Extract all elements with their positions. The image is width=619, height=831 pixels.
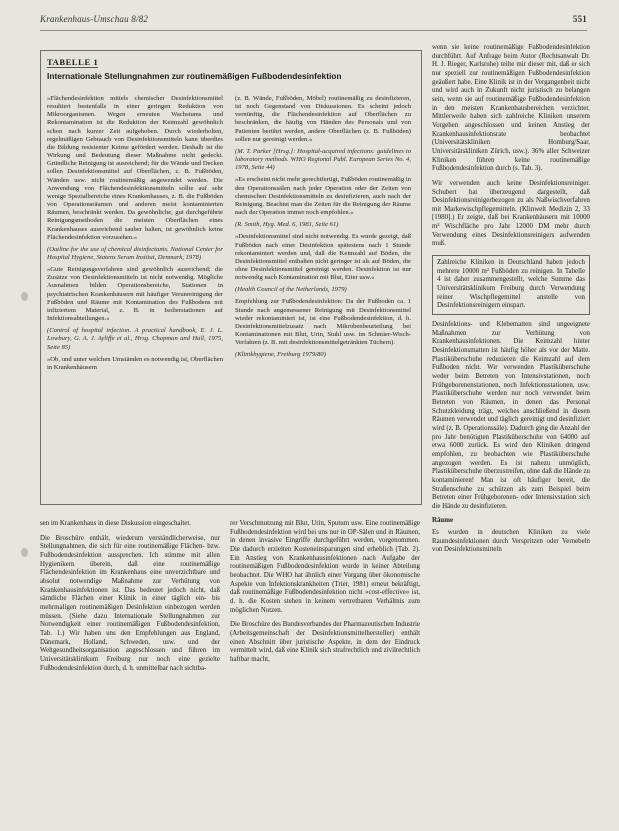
- body-paragraph: Wir verwenden auch keine Desinfektionsreiniger. Schubert hat überzeugend dargestellt, daß Desinfektionsreinigerbezogen zu als Naßwischverfahren mit Markewischpflegemitteln. (Klinwelt Medizin 2, 33 [1980].) Er zeigte, daß bei Krankenhäusern mit 10000 m² Wischfläche pro Jahr 12000 DM mehr durch Verwendung eines Desinfektionsreinigers aufwenden muß.: [432, 179, 590, 248]
- body-paragraph: Desinfektions- und Klebematten sind ungeeignete Maßnahmen zur Verhütung von Krankenhausinfektionen. Die Keimzahl hinter Desinfektionsmatten ist häufig höher als vor der Matte. Plastiküberschuhe reduzieren die Keimzahl auf dem Fußboden nicht. Wir verwenden Plastiküberschuhe weder beim Betreten von Intensivstationen, noch Frühgeborenenstationen, noch Infektionsstationen, usw. Plastiküberschuhe werden nur noch verwendet beim Betreten von Räumen, in denen das Personal Schutzkleidung trägt, welches anschließend in diesen Räumen verwendet und täglich gereinigt und desinfiziert wird (z. B. Operationssäle). Dadurch ging die Anzahl der pro Jahr benötigten Plastiküberschuhe von 64000 auf etwa 6000 zurück. Es wird den Kliniken dringend empfohlen, zu beobachten wie Plastiküberschuhe angezogen werden. Es ist nahezu unmöglich, Plastiküberschuhe überzustreifen, ohne daß die Hände zu kontaminieren! Man ist oft häufiger bereit, die Straßenschuhe zu schützen als zum Beispiel beim Betreten einer Frühgeborenen- oder Intensivstation sich die Hände zu desinfizieren.: [432, 321, 590, 510]
- journal-header: Krankenhaus-Umschau 8/82: [40, 14, 149, 24]
- boxed-paragraph-text: Zahlreiche Kliniken in Deutschland haben jedoch mehrere 10000 m² Fußböden zu reinigen. In Tabelle 4 ist daher zusammengestellt, welche Summe das Universitätsklinikum Freiburg durch Verwendung reiner Wischpflegemittel anstelle von Desinfektionsreinigern einspart.: [437, 259, 585, 310]
- table-paragraph: »Es erscheint nicht mehr gerechtfertigt, Fußböden routinemäßig in den Operationssälen nach jeder Operation oder der Zeiten von chemischen Desinfektionsmitteln zu desinfizieren, auch nach der Reinigung. Beachtet man die Zeiten für die Reinigung der Räume nach der Operation immer noch empfohlen.«: [235, 176, 411, 217]
- section-heading: Räume: [432, 517, 454, 525]
- table-1-box: [40, 50, 422, 505]
- table-column-left: [47, 95, 223, 503]
- body-column-middle: [230, 520, 420, 816]
- header-rule: [40, 30, 587, 31]
- body-column-left: [40, 520, 220, 816]
- table-citation: (Health Council of the Netherlands, 1979): [235, 286, 347, 294]
- table-paragraph: »Flächendesinfektion mittels chemischer Desinfektionsmittel resultiert bestenfalls in einer geringen Reduktion von Mikroorganismen. Wegen erneuten Wachstums und Rekontamination ist die Reduktion der Keimzahl gewöhnlich schon nach kurzer Zeit aufgehoben. Durch wiederholten, regelmäßigen Gebrauch von Desinfektionsmitteln kann überdies die Bildung resistenter Keime gefördert werden. Deshalb ist die Wirkung und Bedeutung dieser Maßnahme nicht gedeckt. Gründliche Reinigung ist ausreichend; für die Wände und Decken sollen Desinfektionsmittel auf Oberflächen, z. B. Fußböden, Wänden usw. nicht routinemäßig angewendet werden. Die Anwendung von Flächendesinfektionsmitteln sollte auf sehr wenige Spezialbereiche eines Krankenhauses, z. B. die Fußböden von Operationsräumen und anderen meist kontaminierten Räumen, beschränkt werden. Da gewöhnliche, gut durchgeführte Reinigungsmethoden die meisten Oberflächen eines Krankenhauses ausreichend sauber halten, ist gewöhnlich keine Flächendesinfektion vorzusehen.«: [47, 95, 223, 241]
- page-number: 551: [572, 14, 587, 24]
- table-paragraph: »Desinfektionsmittel sind nicht notwendig. Es wurde gezeigt, daß Fußböden nach einer Desinfektion spätestens nach 1 Stunde rekontaminiert werden und, daß die Keimzahl auf Böden, die Desinfektionsmittel enthalten nicht geringer ist als auf Böden, die ohne Desinfektionsmittel gereinigt werden. Desinfektion ist nur notwendig nach Kontamination mit Blut, Eiter usw.«: [235, 233, 411, 282]
- body-paragraph: Die Broschüre enthält, wiederum verständlicherweise, nur Stellungnahmen, die sich für eine routinemäßige Flächen- bzw. Fußbodendesinfektion aussprechen. Ich stimme mit allen Hygienikern überein, daß eine routinemäßige Flächendesinfektion im Krankenhaus eine unverzichtbare und absolut notwendige Maßnahme zur Verhütung von Krankenhausinfektionen ist. Das bedeutet jedoch nicht, daß sämtliche Flächen einer Klinik in einer täglich ein- bis mehrmaligen routinemäßigen Desinfektion einbezogen werden müssen. (Siehe dazu Internationale Stellungnahmen zur Notwendigkeit einer routinemäßigen Fußbodendesinfektion, Tab. 1.) Wir haben uns den Empfehlungen aus England, Dänemark, Holland, Schweden, usw. und der Weltgesundheitsorganisation angeschlossen und führen im Universitätsklinikum Freiburg nur noch eine gezielte Fußbodendesinfektion durch, d. h. unmittelbar nach sichtba-: [40, 534, 220, 672]
- table-citation: (R. Smith, Hyg. Med. 6, 1981, Seite 61): [235, 221, 339, 229]
- table-paragraph: Empfehlung zur Fußbodendesinfektion: Da der Fußboden ca. 1 Stunde nach angemessener Reinigung mit Desinfektionsmittel wieder rekontaminiert ist, ist eine Fußbodendesinfektion, d. h. Desinfektionsmittelzusatz nach Mikrobenbeurteilung bei Kontaminationen mit Blut, Urin, Stuhl usw. im Schmier-Wisch-Verfahren (z. B. mit desinfektionsmittelgetränkten Tüchern).: [235, 298, 411, 347]
- body-paragraph: rer Verschmutzung mit Blut, Urin, Sputum usw. Eine routinemäßige Fußbodendesinfektion wird bei uns nur in OP-Sälen und in Räumen, in denen invasive Eingriffe durchgeführt werden, vorgenommen. Die dadurch erzielten Kosteneinsparungen sind erheblich (Tab. 2). Ein Anstieg von Krankenhausinfektionen nach Aufgabe der routinemäßigen Fußbodendesinfektion wurde in keiner Abteilung beobachtet. Die WHO hat ähnlich einer Vorgang über ökonomische Aspekte von Infektionskrankheiten (Trier, 1981) erneut bekräftigt, daß routinemäßige Fußbodendesinfektion nicht »cost-effective« ist, d. h. die Kosten stehen in keinem vertretbaren Verhältnis zum möglichen Nutzen.: [230, 520, 420, 614]
- body-paragraph: Es wurden in deutschen Kliniken zu viele Raumdesinfektionen durch Verspritzen oder Vernebeln von Desinfektionsmitteln: [432, 529, 590, 554]
- table-citation: (Outline for the use of chemical disinfectants. National Center for Hospital Hygiene, Statens Serum Institut, Denmark, 1978): [47, 245, 223, 261]
- table-paragraph: (z. B. Wände, Fußböden, Möbel) routinemäßig zu desinfizieren, ist noch Gegenstand von Diskussionen. Es scheint jedoch vernünftig, die Flächendesinfektion auf Oberflächen zu beschränken, die häufig von Händen des Personals und von Patienten berührt werden, andere Oberflächen (z. B. Fußböden) sollen nur gereinigt werden.«: [235, 95, 411, 143]
- body-column-right: [432, 44, 590, 816]
- table-citation: (M. T. Parker [Hrsg.]: Hospital-acquired infections: guidelines to laboratory methods. WHO Regional Publ. European Series No. 4, 1978, Seite 44): [235, 147, 411, 172]
- table-citation: (Control of hospital infection. A practical handbook, E. J. L. Lowbury, G. A. J. Ayliffe et al., Hrsg. Chapman and Hall, 1975, Seite 85): [47, 327, 223, 351]
- punch-hole-mark: [21, 292, 28, 301]
- table-citation: (Klinikhygiene, Freiburg 1979/80): [235, 351, 326, 359]
- body-paragraph: wenn sie keine routinemäßige Fußbodendesinfektion durchführt. Auf Anfrage beim Autor (Rechtsanwalt Dr. H. J. Rieger, Karlsruhe) teilte mir dieser mit, daß er sich nur speziell zur routinemäßigen Fußbodendesinfektion geäußert habe. Eine Klinik ist in der Vergangenheit nicht und wird auch in Zukunft nicht juristisch zu belangen sein, wenn sie auf routinemäßige Fußbodendesinfektion in den meisten Krankenhausbereichen verzichtet. Mittlerweile haben sich zahlreiche Kliniken unserem Vorgehen angeschlossen und keinen Anstieg der Krankenhausinfektionsrate beobachtet (Universitätskliniken Homburg/Saar, Universitätskliniken Zürich, usw.). 36% aller Schweizer Kliniken führen keine routinemäßige Fußbodendesinfektion durch (s. Tab. 3).: [432, 44, 590, 173]
- table-column-right: [235, 95, 411, 503]
- body-paragraph: Die Broschüre des Bundesverbandes der Pharmazeutischen Industrie (Arbeitsgemeinschaft der Desinfektionsmittelhersteller) enthält einen Abschnitt über juristische Aspekte, in dem der Eindruck vermittelt wird, daß eine Klinik sich strafrechtlich und zivilrechtlich haftbar macht,: [230, 621, 420, 663]
- boxed-paragraph: [432, 255, 590, 315]
- body-paragraph: sen im Krankenhaus in diese Diskussion eingeschaltet.: [40, 520, 191, 527]
- punch-hole-mark: [21, 548, 28, 557]
- table-label: TABELLE 1: [47, 57, 99, 67]
- table-paragraph: »Ob, und unter welchen Umständen es notwendig ist, Oberflächen in Krankenhäusern: [47, 355, 223, 371]
- table-paragraph: »Gute Reinigungsverfahren sind gewöhnlich ausreichend; die Zusätze von Desinfektionsmitteln ist nicht notwendig. Mögliche Ausnahmen bilden Operationsbereiche, Stationen in psychiatrischen Krankenhäusern mit häufiger Verunreinigung der Fußböden und Räume mit Kontamination des Fußbodens mit infiziertem Material, z. B. in Isolierstationen auf Infektionsabteilungen.«: [47, 266, 223, 323]
- table-title: Internationale Stellungnahmen zur routinemäßigen Fußbodendesinfektion: [47, 71, 342, 81]
